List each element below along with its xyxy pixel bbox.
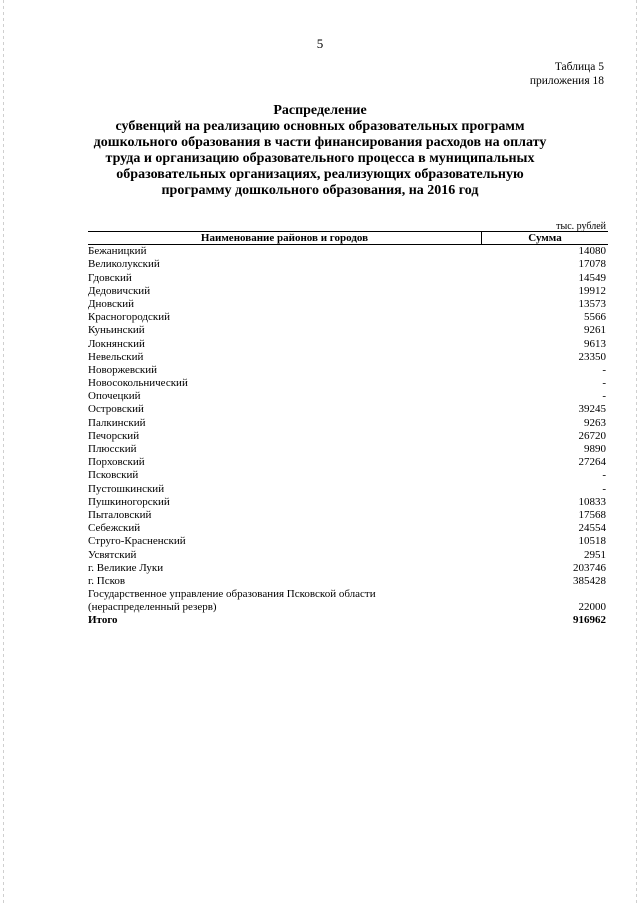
table-row-reserve xyxy=(88,588,608,614)
table-row xyxy=(88,298,608,311)
table-row xyxy=(88,377,608,390)
table-row xyxy=(88,324,608,337)
table-row xyxy=(88,416,608,429)
title-line: программу дошкольного образования, на 2016 год xyxy=(161,183,479,198)
row-value: 14549 xyxy=(578,271,606,284)
row-name: Усвятский xyxy=(88,548,137,561)
table-row xyxy=(88,443,608,456)
row-name: Великолукский xyxy=(88,258,160,271)
table-row xyxy=(88,271,608,284)
table-ref-line: Таблица 5 xyxy=(554,61,604,73)
row-name: Гдовский xyxy=(88,271,132,284)
table-row xyxy=(88,535,608,548)
table-row xyxy=(88,456,608,469)
row-value: 19912 xyxy=(578,284,606,297)
row-name: Пушкиногорский xyxy=(88,495,170,508)
row-name: Плюсский xyxy=(88,443,137,455)
row-value: 17078 xyxy=(578,258,606,271)
row-value: - xyxy=(602,482,606,495)
page-number: 5 xyxy=(316,36,324,51)
row-name: Красногородский xyxy=(88,311,171,324)
row-value: 26720 xyxy=(578,429,606,442)
table-row xyxy=(88,351,608,364)
title-line: дошкольного образования в части финансирования расходов на оплату xyxy=(93,135,547,150)
row-value: 9261 xyxy=(584,324,606,337)
row-value: 39245 xyxy=(578,403,606,416)
table-header-row xyxy=(88,232,608,245)
scan-edge-left xyxy=(3,0,4,905)
row-name: Невельский xyxy=(88,350,144,363)
row-name: Опочецкий xyxy=(88,390,141,403)
row-name: Псковский xyxy=(88,469,139,482)
reserve-line: Государственное управление образования Псковской области xyxy=(88,587,376,600)
table-row xyxy=(88,403,608,416)
title-line: труда и организацию образовательного процесса в муниципальных xyxy=(105,151,535,166)
table-row xyxy=(88,390,608,403)
reserve-value: 22000 xyxy=(578,600,606,613)
row-value: 14080 xyxy=(578,245,606,258)
row-value: 10833 xyxy=(578,495,606,508)
table-row xyxy=(88,364,608,377)
row-value: 9613 xyxy=(584,337,606,350)
table-row-total xyxy=(88,614,608,627)
row-name: Себежский xyxy=(88,522,141,535)
total-value: 916962 xyxy=(573,614,606,627)
units-label: тыс. рублей xyxy=(556,221,606,232)
table-row xyxy=(88,548,608,561)
row-name: г. Великие Луки xyxy=(88,561,164,574)
row-value: 203746 xyxy=(573,561,606,574)
row-value: - xyxy=(602,469,606,482)
table-row xyxy=(88,575,608,588)
table-row xyxy=(88,509,608,522)
row-name: Локнянский xyxy=(88,337,145,350)
table-row xyxy=(88,522,608,535)
distribution-table xyxy=(88,231,608,627)
table-row xyxy=(88,245,608,259)
row-name: Новоржевский xyxy=(88,363,158,376)
row-name: Пустошкинский xyxy=(88,482,165,495)
row-name: Куньинский xyxy=(88,324,145,337)
table-row xyxy=(88,496,608,509)
table-row xyxy=(88,311,608,324)
table-row xyxy=(88,430,608,443)
row-value: 9263 xyxy=(584,416,606,429)
row-name: Палкинский xyxy=(88,416,146,429)
row-value: 17568 xyxy=(578,508,606,521)
row-value: 10518 xyxy=(578,535,606,548)
header-name: Наименование районов и городов xyxy=(88,232,482,245)
reserve-line: (нераспределенный резерв) xyxy=(88,600,217,613)
table-ref-line: приложения 18 xyxy=(529,75,604,87)
row-name: г. Псков xyxy=(88,574,126,587)
row-name: Пыталовский xyxy=(88,508,152,521)
table-row xyxy=(88,482,608,495)
document-title xyxy=(70,103,570,199)
row-name: Порховский xyxy=(88,456,145,469)
title-line: субвенций на реализацию основных образовательных программ xyxy=(115,119,525,134)
row-value: 9890 xyxy=(584,443,606,455)
table-row xyxy=(88,337,608,350)
row-value: 23350 xyxy=(578,350,606,363)
row-name: Дновский xyxy=(88,297,135,310)
row-value: 27264 xyxy=(578,456,606,469)
title-line: Распределение xyxy=(273,103,367,118)
row-value: 5566 xyxy=(584,311,606,324)
table-row xyxy=(88,562,608,575)
row-name: Дедовичский xyxy=(88,284,151,297)
row-value: - xyxy=(602,377,606,390)
table-row xyxy=(88,258,608,271)
row-name: Бежаницкий xyxy=(88,245,147,258)
table-row xyxy=(88,285,608,298)
row-value: 13573 xyxy=(578,297,606,310)
row-value: 385428 xyxy=(573,574,606,587)
reserve-name xyxy=(88,588,482,614)
row-name: Островский xyxy=(88,403,144,416)
title-line: образовательных организациях, реализующих образовательную xyxy=(116,167,524,182)
row-value: - xyxy=(602,390,606,403)
row-value: 24554 xyxy=(578,522,606,535)
row-value: 2951 xyxy=(584,548,606,561)
row-name: Новосокольнический xyxy=(88,377,188,390)
row-name: Струго-Красненский xyxy=(88,535,186,548)
row-value: - xyxy=(602,363,606,376)
table-reference xyxy=(530,60,604,88)
scan-edge-right xyxy=(636,0,637,905)
total-label: Итого xyxy=(88,614,118,627)
table-row xyxy=(88,469,608,482)
row-name: Печорский xyxy=(88,429,140,442)
header-sum: Сумма xyxy=(482,232,609,245)
